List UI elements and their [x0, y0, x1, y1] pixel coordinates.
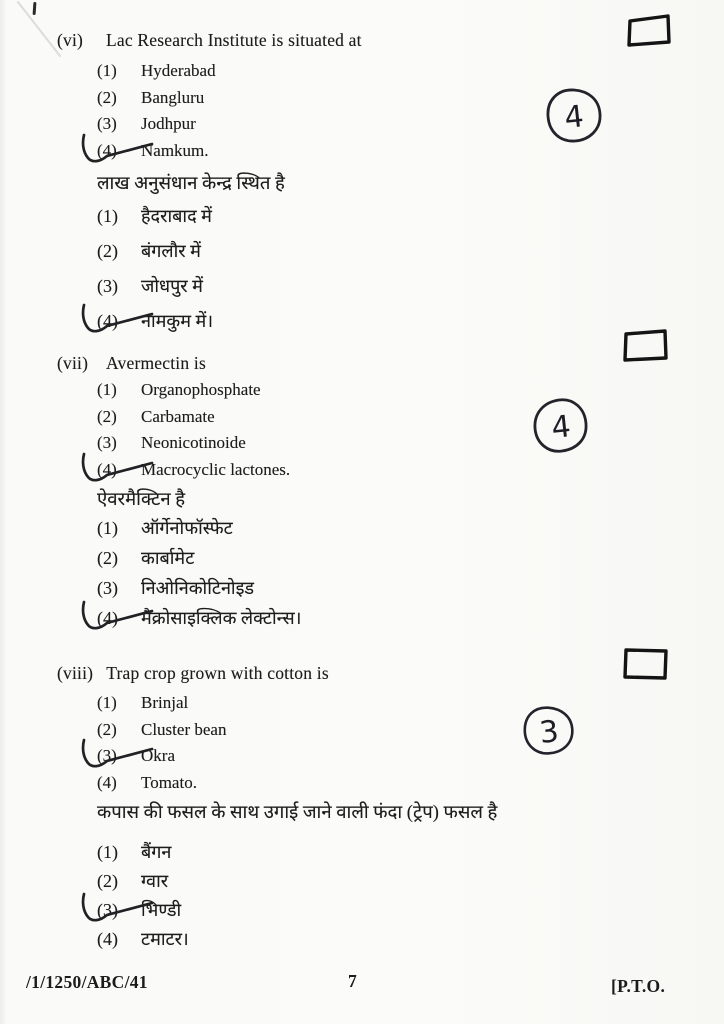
option-number: (1) — [97, 518, 118, 538]
option-row — [97, 274, 597, 309]
option-number: (1) — [97, 206, 118, 226]
option-text: Bangluru — [141, 87, 205, 107]
option-number: (3) — [97, 578, 118, 598]
options-hindi — [97, 204, 597, 344]
option-text: निओनिकोटिनोइड — [141, 578, 255, 598]
option-number: (1) — [97, 61, 117, 80]
question-text-en: Avermectin is — [106, 353, 206, 373]
score-circle — [519, 704, 579, 758]
option-text: Tomato. — [141, 772, 197, 792]
option-text: बैंगन — [141, 842, 172, 862]
option-text: भिण्डी — [141, 900, 182, 920]
option-number: (4) — [97, 608, 124, 629]
question-heading — [57, 348, 597, 378]
option-text: Macrocyclic lactones. — [141, 459, 291, 479]
question-text-en: Lac Research Institute is situated at — [106, 30, 362, 50]
option-text: Brinjal — [141, 693, 189, 712]
option-row — [97, 61, 597, 88]
options-hindi — [97, 840, 597, 956]
option-text: Cluster bean — [141, 719, 227, 739]
option-row — [97, 88, 597, 115]
option-row-selected — [97, 606, 597, 636]
option-text: नामकुम में। — [141, 311, 214, 331]
options-english — [97, 380, 597, 486]
option-text: बंगलौर में — [141, 241, 201, 261]
option-text: कार्बामेट — [141, 548, 195, 568]
footer-code: /1/1250/ABC/41 — [26, 972, 148, 992]
option-row — [97, 380, 597, 407]
option-number: (4) — [97, 141, 124, 161]
option-text: जोधपुर में — [141, 276, 203, 296]
question-block-viii — [57, 658, 597, 956]
option-number: (3) — [97, 433, 117, 452]
question-number: (vi) — [57, 30, 84, 50]
option-text: Jodhpur — [141, 114, 196, 133]
option-number: (2) — [97, 241, 118, 261]
score-circle — [544, 87, 604, 145]
option-row — [97, 114, 597, 141]
question-block-vii — [57, 348, 597, 636]
score-circle — [531, 397, 591, 455]
option-row — [97, 576, 597, 606]
option-row-selected — [97, 141, 597, 168]
page-number: 7 — [348, 971, 357, 991]
option-number: (4) — [97, 772, 117, 792]
question-number: (vii) — [57, 353, 89, 373]
question-text-hi: ऐवरमैक्टिन है — [97, 490, 186, 510]
option-text: Organophosphate — [141, 380, 261, 399]
option-text: मैक्रोसाइक्लिक लेक्टोन्स। — [141, 608, 302, 628]
option-row — [97, 927, 597, 956]
option-number: (2) — [97, 87, 117, 107]
option-number: (2) — [97, 548, 118, 568]
question-text-hi: लाख अनुसंधान केन्द्र स्थित है — [97, 174, 285, 194]
option-number: (4) — [97, 311, 124, 332]
option-row-selected — [97, 898, 597, 927]
option-row — [97, 840, 597, 869]
option-text: Okra — [141, 746, 175, 765]
option-number: (4) — [97, 929, 118, 949]
answer-box — [626, 13, 672, 49]
question-heading — [57, 25, 597, 55]
option-row — [97, 239, 597, 274]
question-heading — [57, 658, 597, 688]
option-row — [97, 869, 597, 898]
option-row — [97, 433, 597, 460]
options-hindi — [97, 516, 597, 636]
question-number: (viii) — [57, 663, 94, 683]
option-text: Hyderabad — [141, 61, 216, 80]
option-row — [97, 407, 597, 434]
options-english — [97, 61, 597, 167]
option-text: Carbamate — [141, 406, 215, 426]
option-number: (4) — [97, 460, 124, 480]
score-value: 4 — [549, 408, 573, 446]
score-value: 4 — [562, 98, 586, 136]
option-number: (2) — [97, 719, 117, 739]
option-row-selected — [97, 460, 597, 487]
option-number: (3) — [97, 114, 117, 133]
option-row-selected — [97, 309, 597, 344]
option-number: (2) — [97, 871, 118, 891]
question-text-hi: कपास की फसल के साथ उगाई जाने वाली फंदा (ट्रेप) फसल है — [97, 803, 498, 823]
option-text: Namkum. — [141, 140, 209, 160]
question-text-en: Trap crop grown with cotton is — [106, 663, 329, 683]
answer-box — [623, 329, 669, 365]
option-number: (3) — [97, 900, 124, 921]
option-row — [97, 546, 597, 576]
option-number: (1) — [97, 380, 117, 399]
option-row — [97, 516, 597, 546]
score-value: 3 — [537, 713, 561, 751]
option-number: (2) — [97, 406, 117, 426]
option-number: (3) — [97, 276, 118, 296]
option-row — [97, 204, 597, 239]
option-number: (1) — [97, 842, 118, 862]
pto-label: [P.T.O. — [611, 976, 666, 996]
question-block-vi — [57, 25, 597, 344]
option-number: (1) — [97, 693, 117, 712]
option-text: ऑर्गेनोफॉस्फेट — [141, 518, 233, 538]
option-number: (3) — [97, 746, 124, 766]
option-text: Neonicotinoide — [141, 433, 246, 452]
option-row — [97, 773, 597, 800]
option-text: हैदराबाद में — [141, 206, 212, 226]
option-text: टमाटर। — [141, 929, 189, 949]
answer-box — [623, 647, 669, 683]
option-text: ग्वार — [141, 871, 169, 891]
